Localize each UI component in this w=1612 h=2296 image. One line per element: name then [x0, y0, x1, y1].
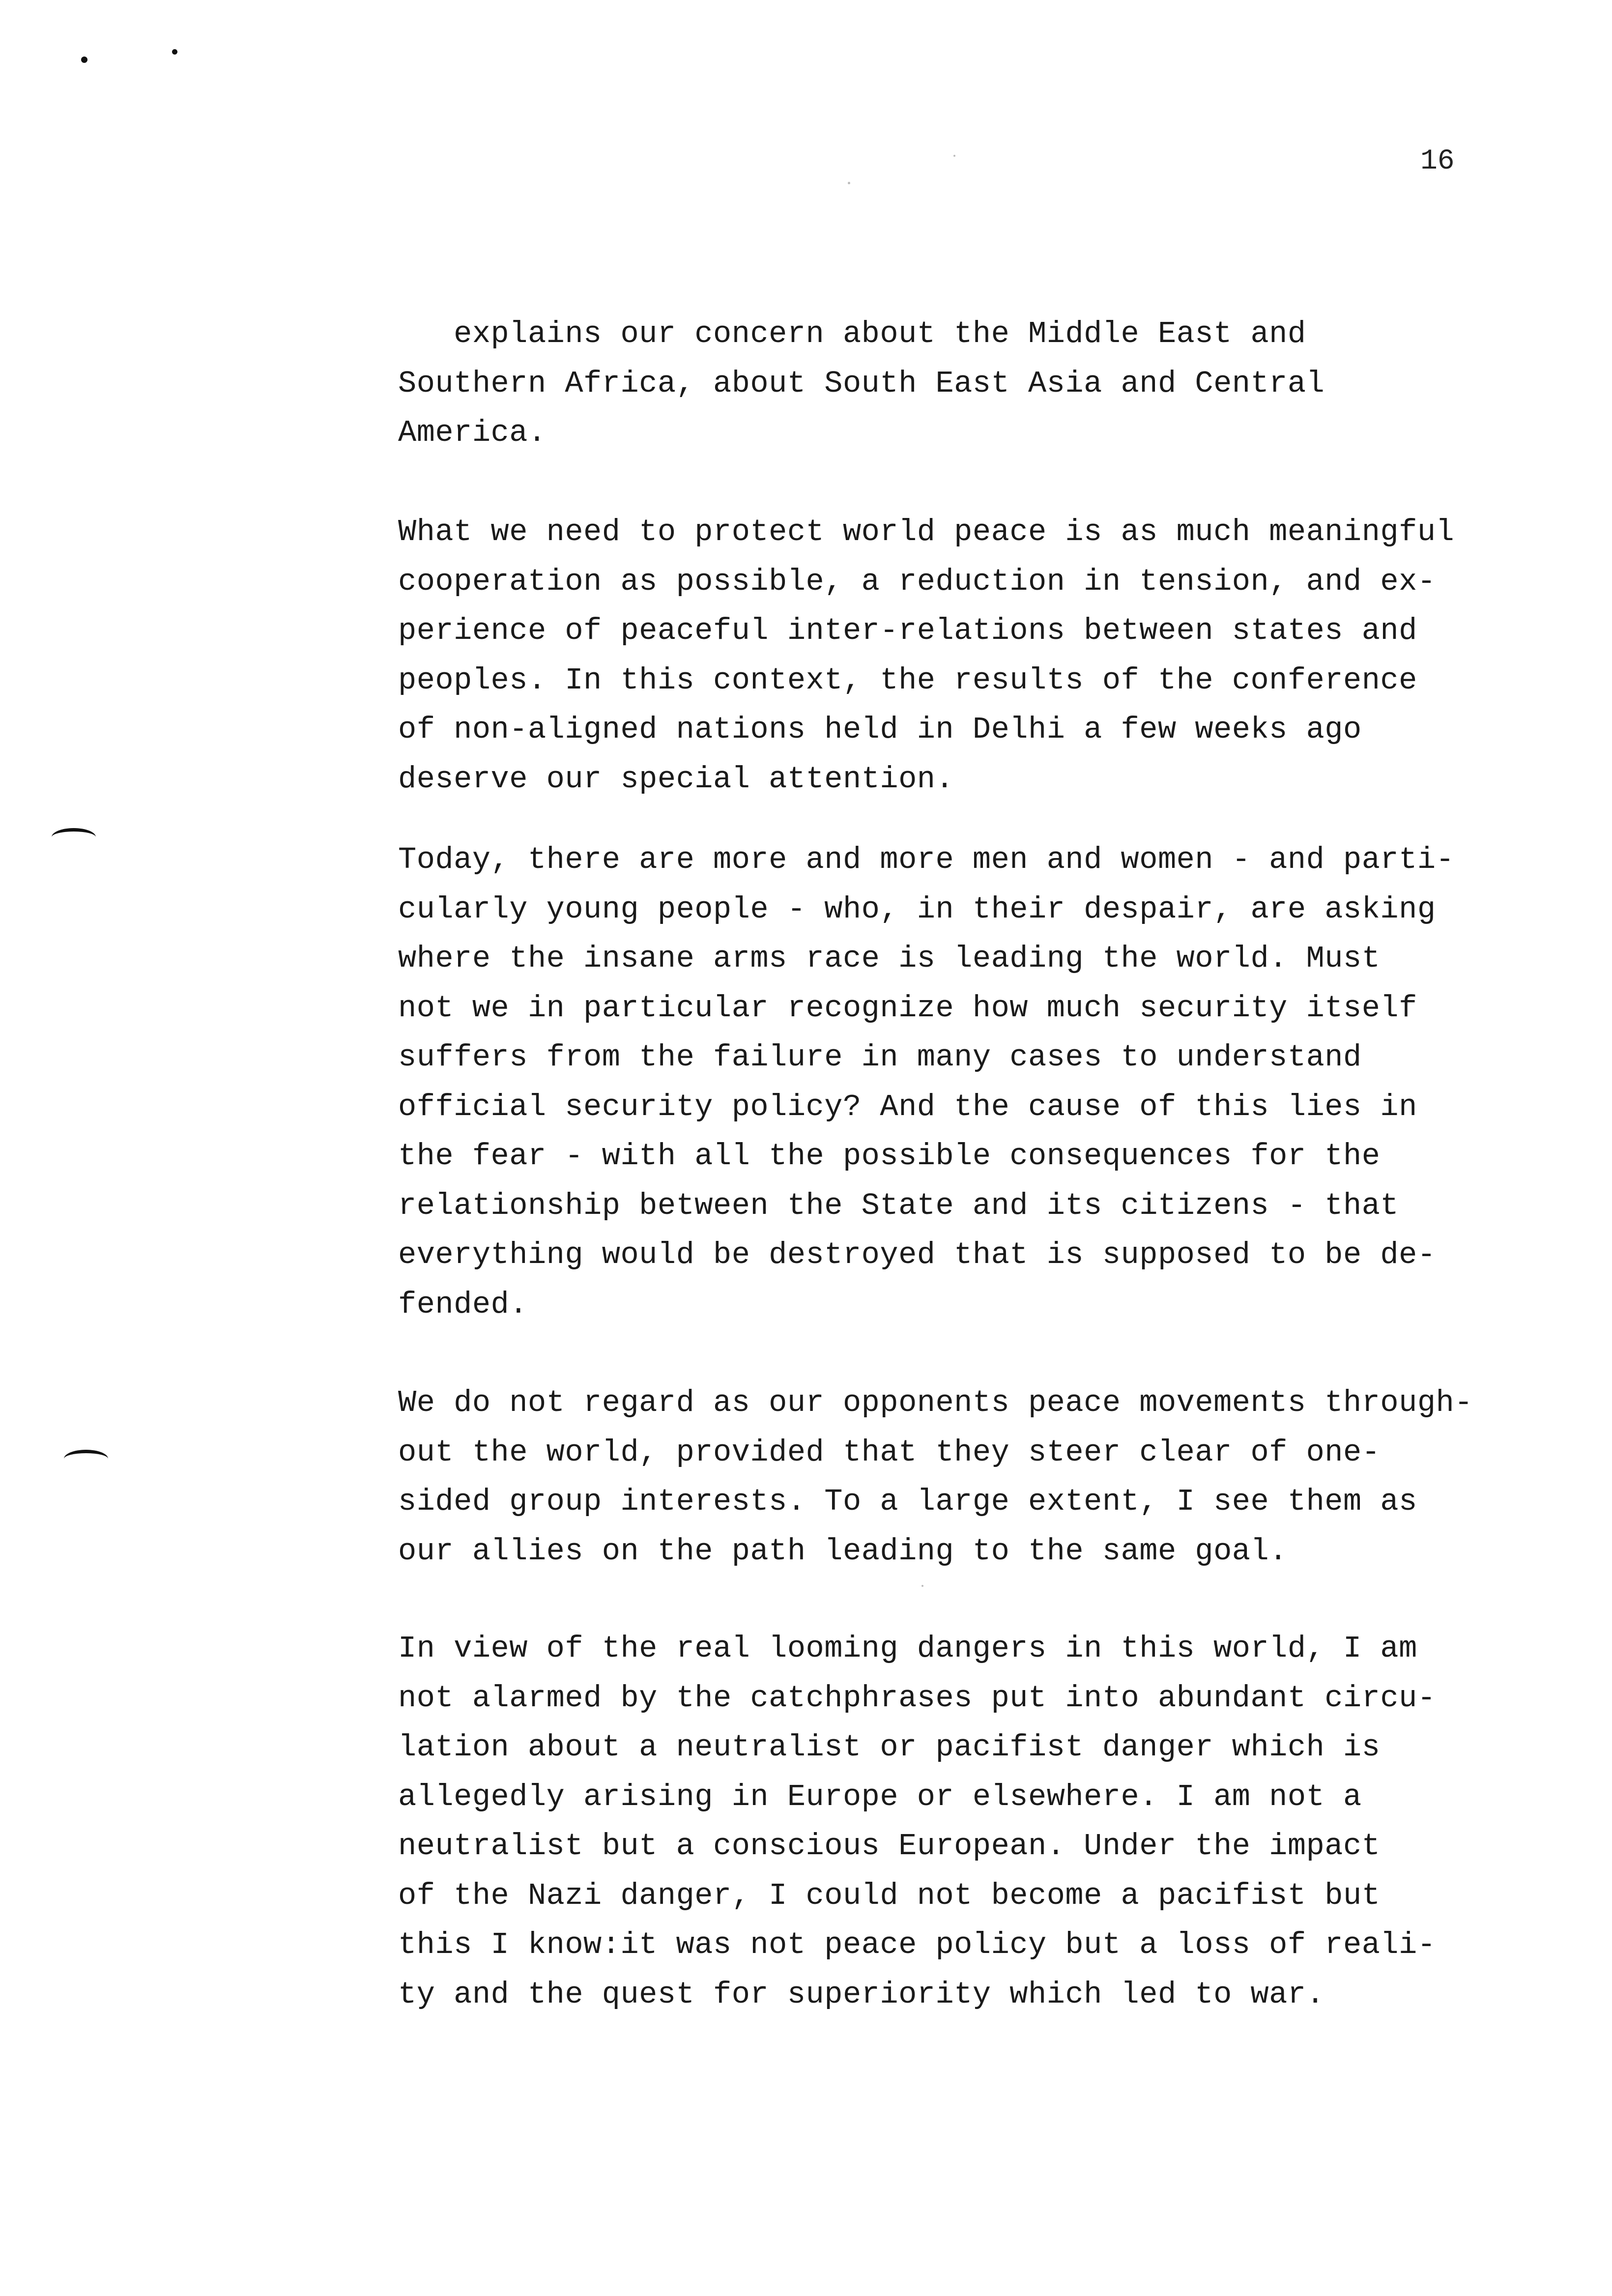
- text-line: What we need to protect world peace is as much meaningful: [398, 515, 1455, 549]
- text-line: relationship between the State and its citizens - that: [398, 1188, 1399, 1223]
- text-line: our allies on the path leading to the same goal.: [398, 1533, 1288, 1569]
- text-line: explains our concern about the Middle East and: [398, 316, 1306, 351]
- text-line: the fear - with all the possible consequences for the: [398, 1139, 1381, 1174]
- text-line: fended.: [398, 1287, 528, 1322]
- paragraph-2: [398, 508, 1578, 804]
- text-line: official security policy? And the cause of this lies in: [398, 1089, 1417, 1124]
- scan-dot-mark: [81, 57, 87, 63]
- text-line: sided group interests. To a large extent, I see them as: [398, 1484, 1417, 1519]
- page-number: 16: [1420, 145, 1455, 177]
- text-line: We do not regard as our opponents peace movements through-: [398, 1385, 1473, 1420]
- margin-tick-mark: [52, 828, 96, 846]
- text-line: allegedly arising in Europe or elsewhere. I am not a: [398, 1779, 1362, 1814]
- text-line: suffers from the failure in many cases to understand: [398, 1040, 1362, 1075]
- text-line: cooperation as possible, a reduction in tension, and ex-: [398, 564, 1436, 599]
- text-line: peoples. In this context, the results of the conference: [398, 662, 1417, 698]
- text-line: perience of peaceful inter-relations between states and: [398, 613, 1417, 648]
- text-line: deserve our special attention.: [398, 761, 954, 797]
- text-line: In view of the real looming dangers in this world, I am: [398, 1631, 1417, 1666]
- text-line: ty and the quest for superiority which led to war.: [398, 1977, 1325, 2012]
- text-line: Today, there are more and more men and women - and parti-: [398, 842, 1455, 877]
- scan-dot-mark: [172, 49, 177, 55]
- scan-speck: [953, 155, 955, 157]
- text-line: not alarmed by the catchphrases put into abundant circu-: [398, 1680, 1436, 1716]
- scan-speck: [921, 1585, 923, 1587]
- paragraph-4: [398, 1378, 1578, 1576]
- paragraph-5: [398, 1624, 1578, 2019]
- text-line: not we in particular recognize how much security itself: [398, 990, 1417, 1026]
- text-line: America.: [398, 415, 547, 450]
- paragraph-1: [398, 310, 1578, 458]
- margin-tick-mark: [64, 1450, 108, 1468]
- text-line: everything would be destroyed that is supposed to be de-: [398, 1237, 1436, 1272]
- text-line: of the Nazi danger, I could not become a pacifist but: [398, 1878, 1381, 1913]
- text-line: Southern Africa, about South East Asia and Central: [398, 366, 1325, 401]
- text-line: where the insane arms race is leading the world. Must: [398, 941, 1381, 976]
- text-line: lation about a neutralist or pacifist danger which is: [398, 1730, 1381, 1765]
- text-line: out the world, provided that they steer clear of one-: [398, 1435, 1381, 1470]
- text-line: of non-aligned nations held in Delhi a few weeks ago: [398, 712, 1362, 747]
- paragraph-3: [398, 835, 1578, 1329]
- text-line: this I know:it was not peace policy but a loss of reali-: [398, 1927, 1436, 1962]
- text-line: cularly young people - who, in their despair, are asking: [398, 891, 1436, 927]
- scan-speck: [848, 182, 850, 184]
- text-line: neutralist but a conscious European. Under the impact: [398, 1829, 1381, 1864]
